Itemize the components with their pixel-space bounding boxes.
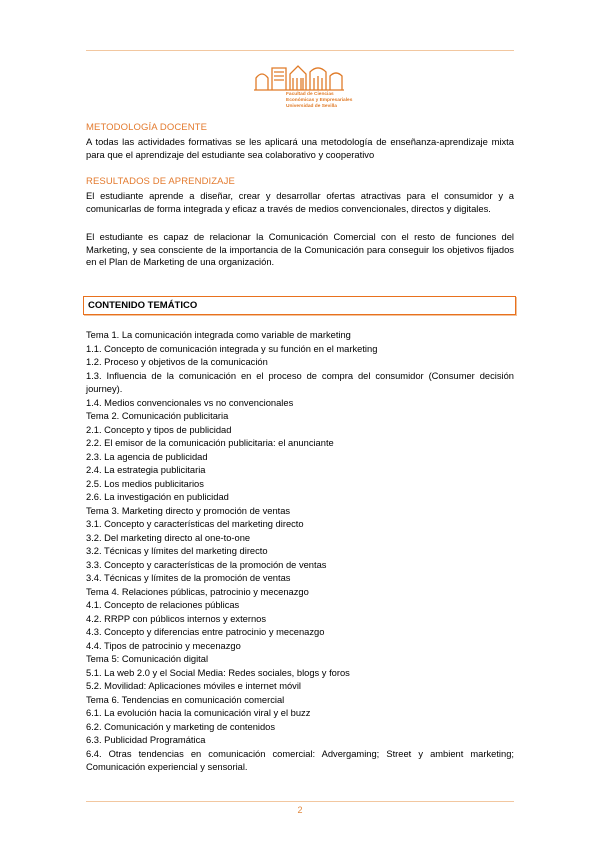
topic-heading: Tema 3. Marketing directo y promoción de ventas: [86, 505, 291, 516]
topic-item: 6.1. La evolución hacia la comunicación viral y el buzz: [86, 708, 311, 718]
logo-line-3: Universidad de Sevilla: [286, 104, 337, 109]
topic-item: 2.5. Los medios publicitarios: [86, 478, 204, 489]
topic-heading: Tema 1. La comunicación integrada como variable de marketing: [86, 330, 351, 340]
topic-list: [86, 329, 514, 775]
topic-item: 3.2. Técnicas y límites del marketing directo: [86, 546, 268, 556]
page-number: 2: [297, 805, 303, 815]
topic-item: 6.4. Otras tendencias en comunicación comercial: Advergaming; Street y ambient marketing; Comunicación experiencial y sensorial.: [86, 748, 514, 772]
resultados-heading: RESULTADOS DE APRENDIZAJE: [86, 176, 235, 187]
logo-line-1: Facultad de Ciencias: [286, 92, 334, 97]
header-rule: [86, 50, 514, 51]
topic-item: 3.3. Concepto y características de la promoción de ventas: [86, 559, 327, 570]
faculty-logo: [252, 60, 353, 112]
topic-item: 3.2. Del marketing directo al one-to-one: [86, 532, 251, 543]
topic-heading: Tema 4. Relaciones públicas, patrocinio y mecenazgo: [86, 586, 309, 597]
topic-heading: Tema 6. Tendencias en comunicación comercial: [86, 694, 285, 705]
topic-item: 3.1. Concepto y características del marketing directo: [86, 519, 304, 529]
topic-item: 1.1. Concepto de comunicación integrada y su función en el marketing: [86, 343, 378, 354]
footer-rule: [86, 801, 514, 802]
topic-item: 6.2. Comunicación y marketing de contenidos: [86, 721, 276, 732]
topic-item: 2.1. Concepto y tipos de publicidad: [86, 424, 232, 435]
metodologia-heading: METODOLOGÍA DOCENTE: [86, 122, 208, 133]
topic-item: 4.3. Concepto y diferencias entre patrocinio y mecenazgo: [86, 627, 325, 637]
topic-item: 4.4. Tipos de patrocinio y mecenazgo: [86, 640, 241, 651]
topic-item: 2.4. La estrategia publicitaria: [86, 465, 206, 475]
topic-item: 6.3. Publicidad Programática: [86, 735, 206, 745]
topic-item: 1.2. Proceso y objetivos de la comunicación: [86, 357, 268, 367]
topic-item: 5.1. La web 2.0 y el Social Media: Redes sociales, blogs y foros: [86, 667, 350, 678]
topic-item: 4.1. Concepto de relaciones públicas: [86, 600, 240, 610]
topic-item: 5.2. Movilidad: Aplicaciones móviles e internet móvil: [86, 681, 302, 691]
topic-item: 1.4. Medios convencionales vs no convencionales: [86, 397, 294, 408]
topic-item: 4.2. RRPP con públicos internos y externos: [86, 613, 267, 624]
topic-item: 2.6. La investigación en publicidad: [86, 492, 229, 502]
logo-line-2: Económicas y Empresariales: [286, 98, 353, 103]
contenido-heading: CONTENIDO TEMÁTICO: [88, 300, 198, 311]
topic-heading: Tema 2. Comunicación publicitaria: [86, 411, 229, 421]
topic-heading: Tema 5: Comunicación digital: [86, 654, 209, 664]
topic-item: 3.4. Técnicas y límites de la promoción de ventas: [86, 573, 291, 583]
topic-item: 1.3. Influencia de la comunicación en el proceso de compra del consumidor (Consumer decisión journey).: [86, 370, 514, 394]
resultados-text-2: El estudiante es capaz de relacionar la Comunicación Comercial con el resto de funciones del Marketing, y sea consciente de la importancia de la Comunicación para conseguir los objetivos fijados en el Plan de Marketing de una organización.: [86, 231, 514, 268]
metodologia-text: A todas las actividades formativas se les aplicará una metodología de enseñanza-aprendizaje mixta para que el aprendizaje del estudiante sea colaborativo y cooperativo: [86, 136, 514, 160]
resultados-text-1: El estudiante aprende a diseñar, crear y desarrollar ofertas atractivas para el consumidor y a comunicarlas de forma integrada y eficaz a través de medios convencionales, directos y digitales.: [86, 190, 514, 214]
topic-item: 2.3. La agencia de publicidad: [86, 451, 208, 462]
contenido-heading-box: [83, 296, 516, 315]
topic-item: 2.2. El emisor de la comunicación publicitaria: el anunciante: [86, 438, 334, 448]
